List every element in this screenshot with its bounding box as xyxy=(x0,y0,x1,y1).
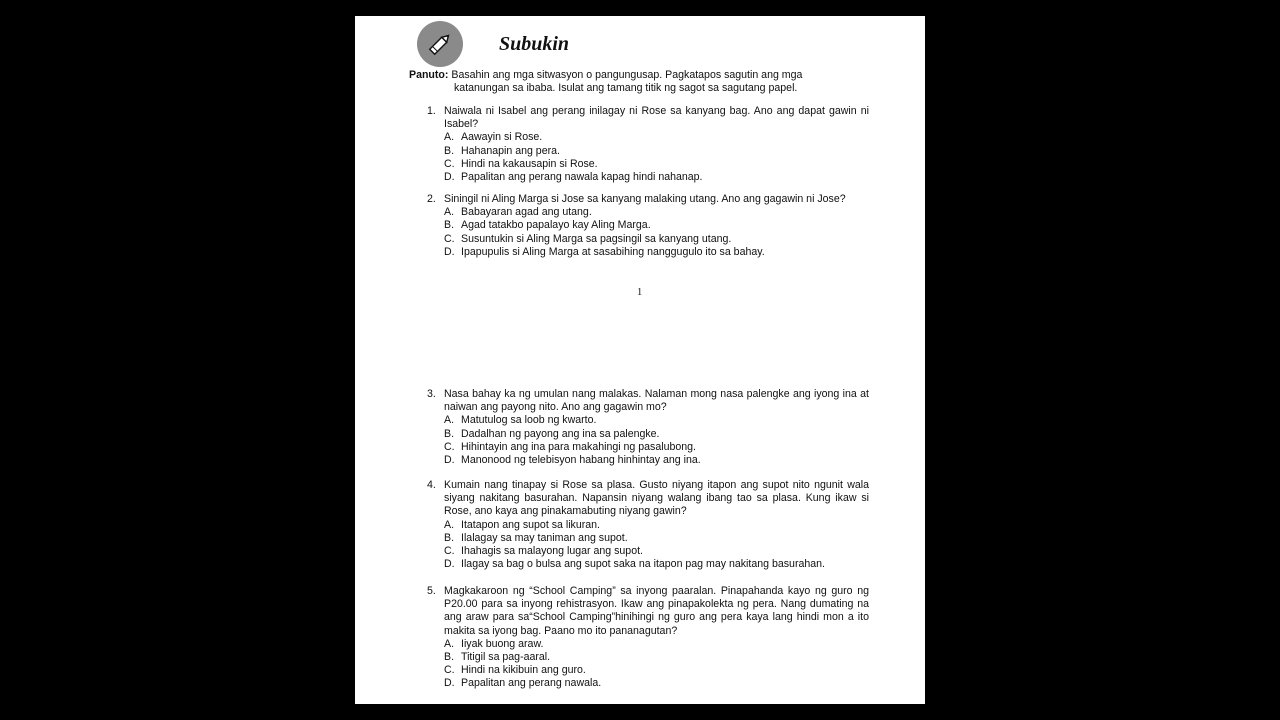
page-number: 1 xyxy=(637,287,643,298)
question-number: 3. xyxy=(427,388,436,400)
choice-a: A. Itatapon ang supot sa likuran. xyxy=(444,518,600,531)
choice-list xyxy=(444,206,869,259)
question-number: 1. xyxy=(427,105,436,117)
question-number: 5. xyxy=(427,585,436,597)
question-stem: Naiwala ni Isabel ang perang inilagay ni Rose sa kanyang bag. Ano ang dapat gawin ni Isabel? xyxy=(444,105,869,131)
choice-list xyxy=(444,414,869,467)
choice-b: B. Hahanapin ang pera. xyxy=(444,144,560,157)
choice-a: A. Iiyak buong araw. xyxy=(444,637,544,650)
question-2 xyxy=(427,193,869,259)
instructions-line-1: Basahin ang mga sitwasyon o pangungusap. Pagkatapos sagutin ang mga xyxy=(451,69,803,81)
instructions-label: Panuto: xyxy=(409,69,449,81)
choice-c: C. Susuntukin si Aling Marga sa pagsingil sa kanyang utang. xyxy=(444,232,732,245)
choice-c: C. Hindi na kikibuin ang guro. xyxy=(444,664,586,677)
choice-list xyxy=(444,131,869,184)
choice-c: C. Ihahagis sa malayong lugar ang supot. xyxy=(444,545,643,558)
choice-b: B. Agad tatakbo papalayo kay Aling Marga. xyxy=(444,219,651,232)
choice-b: B. Dadalhan ng payong ang ina sa palengke. xyxy=(444,427,660,440)
choice-b: B. Ilalagay sa may taniman ang supot. xyxy=(444,531,628,544)
question-stem: Kumain nang tinapay si Rose sa plasa. Gusto niyang itapon ang supot nito ngunit wala siyang nakitang basurahan. Napansin niyang walang ibang tao sa plasa. Kung ikaw si Rose, ano kaya ang pinakamabuting niyang gawin? xyxy=(444,479,869,518)
question-1 xyxy=(427,105,869,184)
instructions xyxy=(409,69,849,95)
question-number: 4. xyxy=(427,479,436,491)
choice-d: D. Ipapupulis si Aling Marga at sasabihing nanggugulo ito sa bahay. xyxy=(444,245,765,258)
choice-a: A. Aawayin si Rose. xyxy=(444,131,543,144)
pencil-icon xyxy=(417,21,463,67)
choice-d: D. Papalitan ang perang nawala. xyxy=(444,677,602,690)
question-number: 2. xyxy=(427,193,436,205)
question-4 xyxy=(427,479,869,571)
choice-d: D. Papalitan ang perang nawala kapag hindi nahanap. xyxy=(444,171,703,184)
instructions-line-2: katanungan sa ibaba. Isulat ang tamang titik ng sagot sa sagutang papel. xyxy=(454,82,798,94)
choice-list xyxy=(444,638,869,691)
choice-c: C. Hihintayin ang ina para makahingi ng pasalubong. xyxy=(444,440,696,453)
choice-d: D. Ilagay sa bag o bulsa ang supot saka na itapon pag may nakitang basurahan. xyxy=(444,558,825,571)
choice-b: B. Titigil sa pag-aaral. xyxy=(444,651,551,664)
choice-a: A. Babayaran agad ang utang. xyxy=(444,206,592,219)
question-5 xyxy=(427,585,869,691)
question-stem: Siningil ni Aling Marga si Jose sa kanyang malaking utang. Ano ang gagawin ni Jose? xyxy=(444,193,846,205)
choice-d: D. Manonood ng telebisyon habang hinhintay ang ina. xyxy=(444,454,701,467)
choice-a: A. Matutulog sa loob ng kwarto. xyxy=(444,414,597,427)
section-title: Subukin xyxy=(499,33,570,55)
question-3 xyxy=(427,388,869,467)
worksheet-page xyxy=(355,16,925,704)
question-stem: Nasa bahay ka ng umulan nang malakas. Nalaman mong nasa palengke ang iyong ina at naiwan ang payong nito. Ano ang gagawin mo? xyxy=(444,388,869,414)
choice-c: C. Hindi na kakausapin si Rose. xyxy=(444,157,598,170)
choice-list xyxy=(444,519,869,572)
question-stem: Magkakaroon ng “School Camping” sa inyong paaralan. Pinapahanda kayo ng guro ng P20.00 para sa inyong rehistrasyon. Ikaw ang pinapakolekta ng pera. Nang dumating na ang araw para sa“School Camping”hinihingi ng guro ang pera kaya lang hindi mon a ito makita sa iyong bag. Paano mo ito pananagutan? xyxy=(444,585,869,637)
